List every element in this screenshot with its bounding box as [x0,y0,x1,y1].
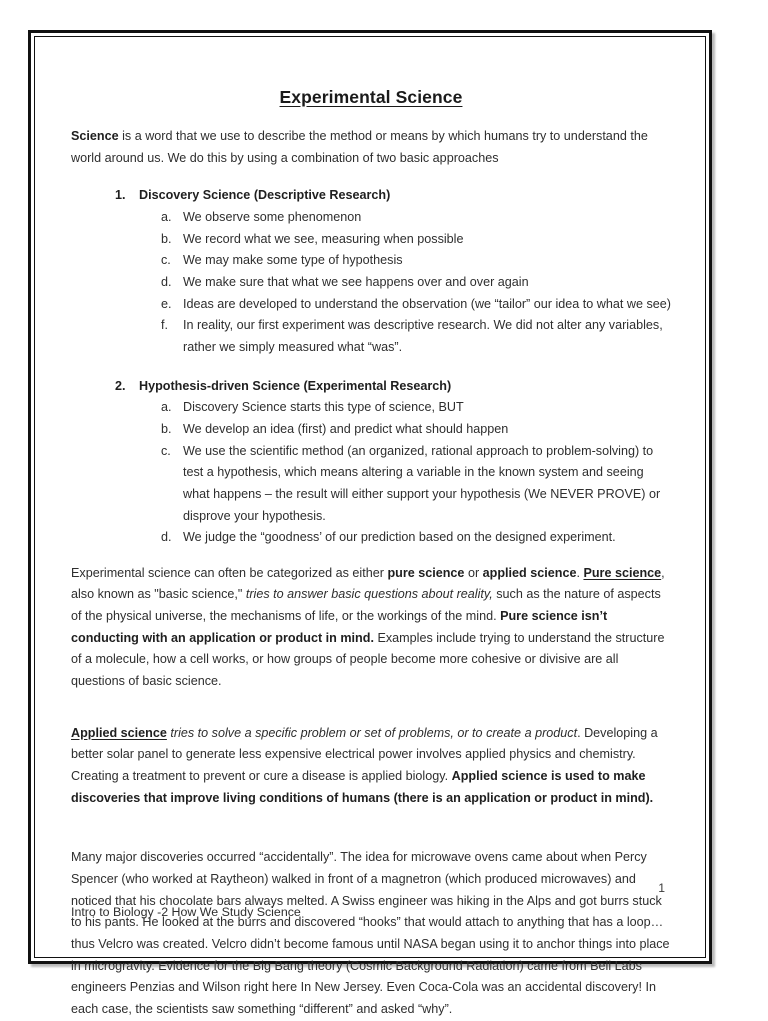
text-run: is a word that we use to describe the method or means by which humans try to understand the world around us. We do this by using a combination of two basic approaches [71,129,648,165]
outline-level1-heading: Hypothesis-driven Science (Experimental Research) [139,378,452,393]
page-title: Experimental Science [279,87,463,107]
accidental-discoveries-paragraph [71,847,671,1020]
outline-level1-item [71,185,671,207]
outline-marker: 2. [115,378,126,393]
outline-level2-text: We develop an idea (first) and predict what should happen [183,421,509,436]
outline-level2-text: Ideas are developed to understand the observation (we “tailor” our idea to what we see) [183,296,671,311]
text-run: pure science [387,565,465,580]
outline-group-spacer [71,359,671,376]
outline-marker: f. [161,318,168,333]
outline-level1-heading: Discovery Science (Descriptive Research) [139,188,391,203]
text-run: Applied science [71,725,167,740]
outline-level2-text: In reality, our first experiment was descriptive research. We did not alter any variables, rather we simply measured what “was”. [183,318,663,354]
outline-level2-item [71,272,671,294]
text-run: applied science [482,565,577,580]
text-run: Experimental science can often be categorized as either [71,565,388,580]
text-run: Many major discoveries occurred “accidentally”. The idea for microwave ovens came about when Percy Spencer (who worked at Raytheon) walked in front of a magnetron (which produced microwaves) and noticed that his chocolate bars always melted. A Swiss engineer was hiking in the Alps and got burrs stuck to his pants. He looked at the burrs and discovered “hooks” that would attach to anything that has a loop…thus Velcro was created. Velcro didn’t become famous until NASA began using it to anchor things into place in microgravity. Evidence for the Big Bang theory (Cosmic Background Radiation) came from Bell Labs engineers Penzias and Wilson right here In New Jersey. Even Coca-Cola was an accidental discovery! In each case, the scientists saw something “different” and asked “why”. [71,850,670,1016]
text-run: Science [71,129,119,143]
document-page [31,33,715,1016]
outline-marker: b. [161,231,172,246]
outline-level2-text: We use the scientific method (an organized, rational approach to problem-solving) to test a hypothesis, which means altering a variable in the known system and seeing what happens – the result will either support your hypothesis (We NEVER PROVE) or disprove your hypothesis. [183,443,661,523]
outline-marker: a. [161,209,172,224]
outline-level1-item [71,376,671,398]
outline-marker: c. [161,253,171,268]
outline-level2-item [71,441,671,528]
outline-marker: 1. [115,188,126,203]
page-number: 1 [658,881,665,895]
text-run: . Developing a better solar panel to generate less expensive electrical power involves applied physics and chemistry. Creating a treatment to prevent or cure a disease is applied biology. [71,725,658,784]
outline-level2-text: Discovery Science starts this type of science, BUT [183,400,464,415]
outline-marker: c. [161,443,171,458]
text-run: . [576,565,584,580]
outline-marker: b. [161,421,172,436]
outline-level2-item [71,527,671,549]
text-run: Pure science [583,565,662,580]
outline-level2-item [71,315,671,358]
applied-science-paragraph [71,723,671,810]
outline-level2-item [71,397,671,419]
pure-science-paragraph [71,563,671,693]
footer-text: Intro to Biology -2 How We Study Science [71,905,301,919]
outline-marker: d. [161,530,172,545]
text-run: tries to answer basic questions about reality, [242,587,493,602]
outline-group-2 [71,376,671,549]
outline-level2-item [71,229,671,251]
outline-level2-text: We record what we see, measuring when possible [183,231,464,246]
outline-group-1 [71,185,671,358]
text-run: or [464,565,483,580]
outline-list [71,185,671,549]
text-run: Examples include trying to understand the structure of a molecule, how a cell works, or how groups of people become more cohesive or divisive are all questions of basic science. [71,630,665,689]
outline-marker: e. [161,296,172,311]
text-run: such as the nature of aspects of the physical universe, the mechanisms of life, or the workings of the mind. [71,587,661,624]
page-border-frame [28,30,712,1016]
text-run: , also known as "basic science," [71,565,665,602]
intro-paragraph [71,126,671,169]
text-run: tries to solve a specific problem or set of problems, or to create a product [166,725,578,740]
text-run: Pure science isn’t conducting with an application or product in mind. [71,609,608,645]
outline-level2-text: We observe some phenomenon [183,209,362,224]
outline-level2-text: We may make some type of hypothesis [183,253,403,268]
text-run: Applied science is used to make discoveries that improve living conditions of humans (there is an application or product in mind). [71,769,654,805]
outline-level2-item [71,419,671,441]
outline-level2-text: We judge the “goodness’ of our prediction based on the designed experiment. [183,530,616,545]
outline-marker: d. [161,274,172,289]
outline-level2-item [71,294,671,316]
outline-level2-text: We make sure that what we see happens over and over again [183,274,529,289]
outline-level2-item [71,250,671,272]
outline-marker: a. [161,400,172,415]
outline-level2-item [71,207,671,229]
